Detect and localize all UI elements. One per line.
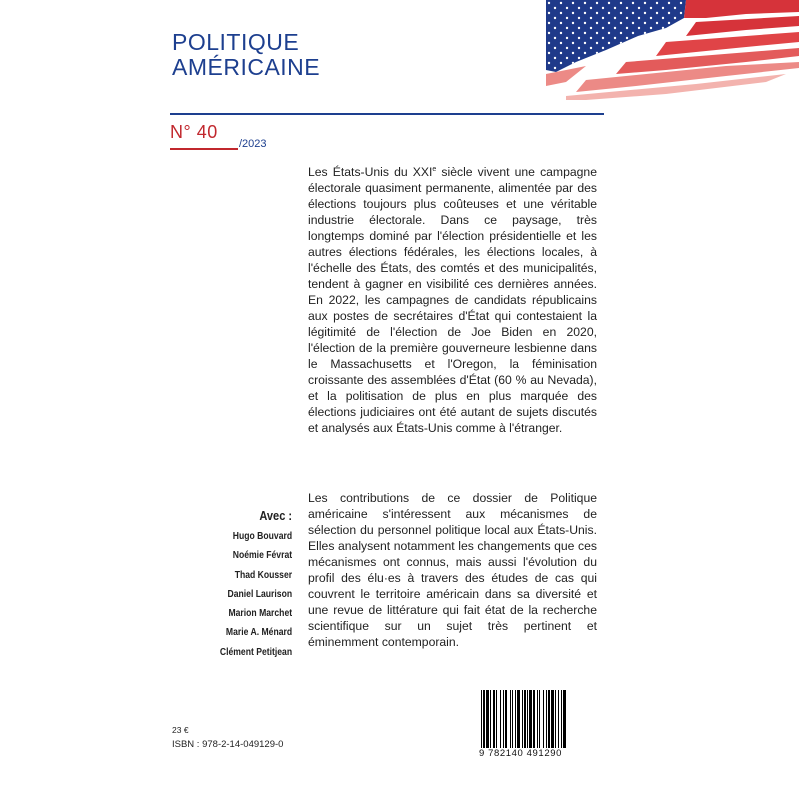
barcode-bar — [505, 690, 507, 748]
barcode-bar — [563, 690, 566, 748]
barcode-bar — [558, 690, 559, 748]
barcode-bar — [543, 690, 544, 748]
barcode-bar — [486, 690, 489, 748]
contributor-name: Marie A. Ménard — [225, 626, 292, 639]
barcode-bar — [493, 690, 495, 748]
barcode-bar — [533, 690, 535, 748]
issue-underline — [170, 148, 238, 150]
barcode-bar — [539, 690, 540, 748]
journal-title-line1: POLITIQUE — [172, 29, 300, 55]
american-flag-illustration — [546, 0, 799, 100]
isbn: ISBN : 978-2-14-049129-0 — [172, 739, 284, 750]
barcode-bar — [527, 690, 528, 748]
barcode-bar — [524, 690, 526, 748]
barcode-bar — [510, 690, 511, 748]
journal-title — [172, 30, 320, 80]
barcode-bar — [500, 690, 501, 748]
barcode-bar — [496, 690, 497, 748]
barcode-bar — [522, 690, 523, 748]
contributor-name: Noémie Févrat — [232, 549, 292, 562]
barcode-bar — [546, 690, 547, 748]
barcode-bar — [517, 690, 520, 748]
contributor-name: Thad Kousser — [234, 568, 292, 581]
back-cover — [142, 0, 657, 800]
barcode-bar — [529, 690, 532, 748]
barcode-bar — [551, 690, 554, 748]
barcode-bar — [481, 690, 482, 748]
contributor-name: Daniel Laurison — [227, 587, 292, 600]
barcode-bar — [515, 690, 516, 748]
description-paragraph-2: Les contributions de ce dossier de Politique américaine s'intéressent aux mécanismes de sélection du personnel politique local aux États-Unis. Elles analysent notamment les changements que ces mécanismes ont connus, mais aussi l'évolution du profil des élu·es à travers des études de cas qui couvrent le territoire américain dans sa diversité et une revue de littérature qui fait état de la recherche scientifique sur un sujet très pertinent et éminemment contemporain. — [308, 491, 597, 649]
barcode-bar — [512, 690, 513, 748]
journal-title-line2: AMÉRICAINE — [172, 54, 321, 80]
barcode-digits: 9 782140 491290 — [479, 748, 562, 759]
contributor-name: Clément Petitjean — [219, 645, 292, 658]
barcode — [479, 690, 597, 748]
issue-number: N° 40 — [170, 122, 218, 142]
contributors-label: Avec : — [259, 508, 292, 523]
issue-year: /2023 — [239, 138, 267, 150]
barcode-bar — [490, 690, 491, 748]
header-divider — [170, 113, 604, 115]
barcode-bar — [561, 690, 562, 748]
contributor-name: Hugo Bouvard — [232, 530, 292, 542]
barcode-bar — [503, 690, 504, 748]
contributors-list — [204, 508, 292, 662]
price: 23 € — [172, 725, 189, 735]
barcode-bar — [548, 690, 550, 748]
description-paragraph-1: Les États-Unis du XXIe siècle vivent une campagne électorale quasiment permanente, alimentée par des élections toujours plus coûteuses et une véritable industrie électorale. Dans ce paysage, très longtemps dominé par l'élection présidentielle et les autres élections fédérales, les élections locales, à l'échelle des États, des comtés et des municipalités, tendent à gagner en visibilité ces dernières années. En 2022, les campagnes de candidats républicains aux postes de secrétaires d'État qui contestaient la légitimité de l'élection de Joe Biden en 2020, l'élection de la première gouverneure lesbienne dans le Massachusetts et l'Oregon, la féminisation croissante des assemblées d'État (60 % au Nevada), et la politisation de plus en plus marquée des élections judiciaires ont été autant de sujets discutés et analysés aux États-Unis comme à l'étranger. — [308, 165, 597, 435]
contributor-name: Marion Marchet — [228, 607, 292, 620]
barcode-bar — [483, 690, 485, 748]
barcode-bar — [537, 690, 538, 748]
barcode-bar — [555, 690, 556, 748]
